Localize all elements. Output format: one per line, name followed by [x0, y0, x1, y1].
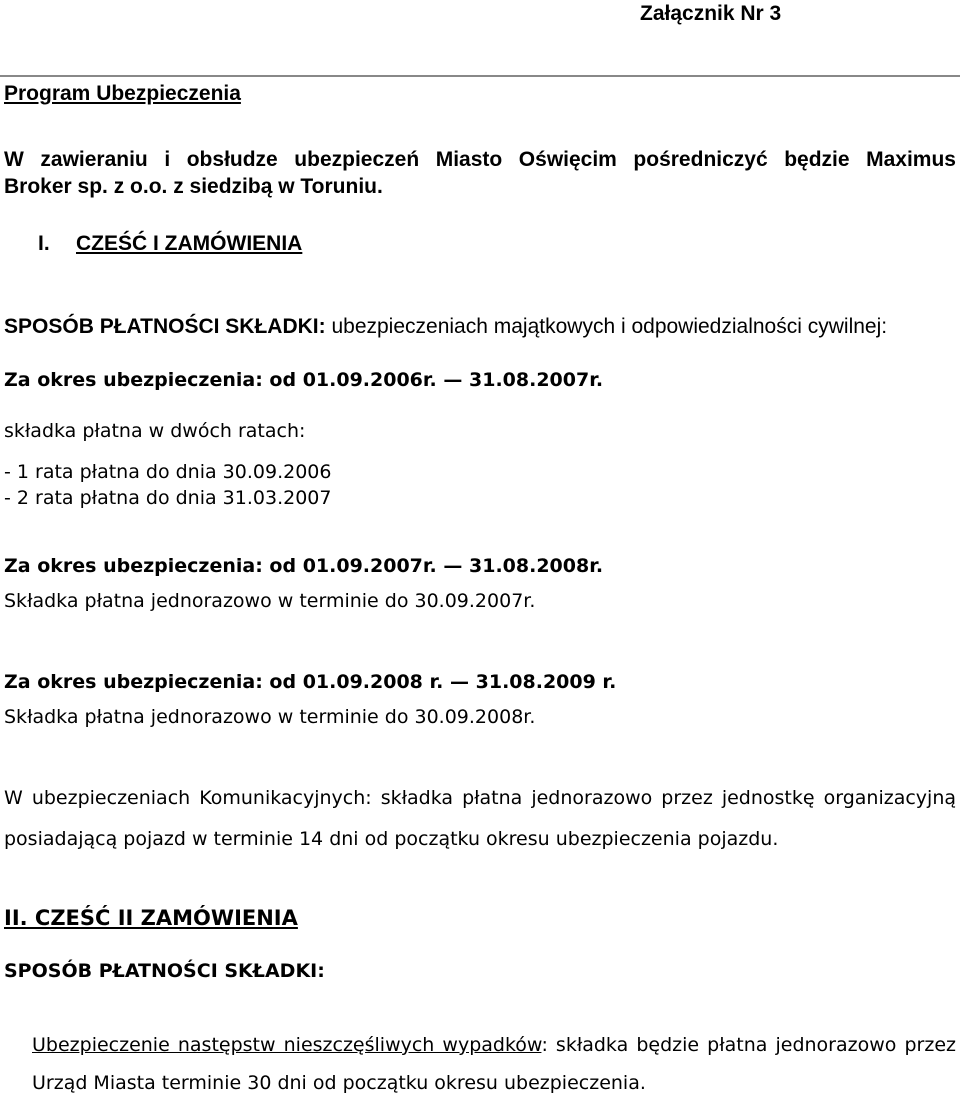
- part2-title: II. CZEŚĆ II ZAMÓWIENIA: [4, 906, 298, 930]
- part1-number: I.: [38, 232, 50, 255]
- period-3-note: Składka płatna jednorazowo w terminie do 30.09.2008r.: [4, 706, 536, 728]
- intro-line-2: Broker sp. z o.o. z siedzibą w Toruniu.: [4, 175, 383, 198]
- part2-payment-method-label: SPOSÓB PŁATNOŚCI SKŁADKI:: [4, 960, 325, 982]
- period-1-installment-1: - 1 rata płatna do dnia 30.09.2006: [4, 461, 332, 483]
- period-1-heading: Za okres ubezpieczenia: od 01.09.2006r. — 31.08.2007r.: [4, 369, 604, 391]
- accident-insurance-line-1: [32, 1034, 956, 1056]
- communication-insurance-line-1: W ubezpieczeniach Komunikacyjnych: składka płatna jednorazowo przez jednostkę organizacyjną: [4, 787, 956, 809]
- accident-insurance-line-2: Urząd Miasta terminie 30 dni od początku okresu ubezpieczenia.: [32, 1072, 646, 1094]
- accident-insurance-name: Ubezpieczenie następstw nieszczęśliwych wypadków: [32, 1034, 542, 1056]
- period-3-heading: Za okres ubezpieczenia: od 01.09.2008 r. — 31.08.2009 r.: [4, 671, 617, 693]
- period-2-heading: Za okres ubezpieczenia: od 01.09.2007r. — 31.08.2008r.: [4, 555, 604, 577]
- payment-method-line: [4, 315, 887, 339]
- header-rule: [0, 75, 960, 77]
- period-1-installment-2: - 2 rata płatna do dnia 31.03.2007: [4, 487, 332, 509]
- program-title: Program Ubezpieczenia: [4, 82, 241, 105]
- payment-method-text: ubezpieczeniach majątkowych i odpowiedzialności cywilnej:: [331, 315, 888, 338]
- annex-label: Załącznik Nr 3: [640, 2, 782, 25]
- part1-title: CZEŚĆ I ZAMÓWIENIA: [76, 232, 303, 255]
- accident-insurance-text: : składka będzie płatna jednorazowo przez: [541, 1034, 956, 1056]
- period-1-note: składka płatna w dwóch ratach:: [4, 420, 306, 442]
- communication-insurance-line-2: posiadającą pojazd w terminie 14 dni od początku okresu ubezpieczenia pojazdu.: [4, 828, 779, 850]
- intro-line-1: W zawieraniu i obsłudze ubezpieczeń Miasto Oświęcim pośredniczyć będzie Maximus: [4, 148, 956, 171]
- payment-method-label: SPOSÓB PŁATNOŚCI SKŁADKI:: [4, 315, 326, 338]
- period-2-note: Składka płatna jednorazowo w terminie do 30.09.2007r.: [4, 590, 536, 612]
